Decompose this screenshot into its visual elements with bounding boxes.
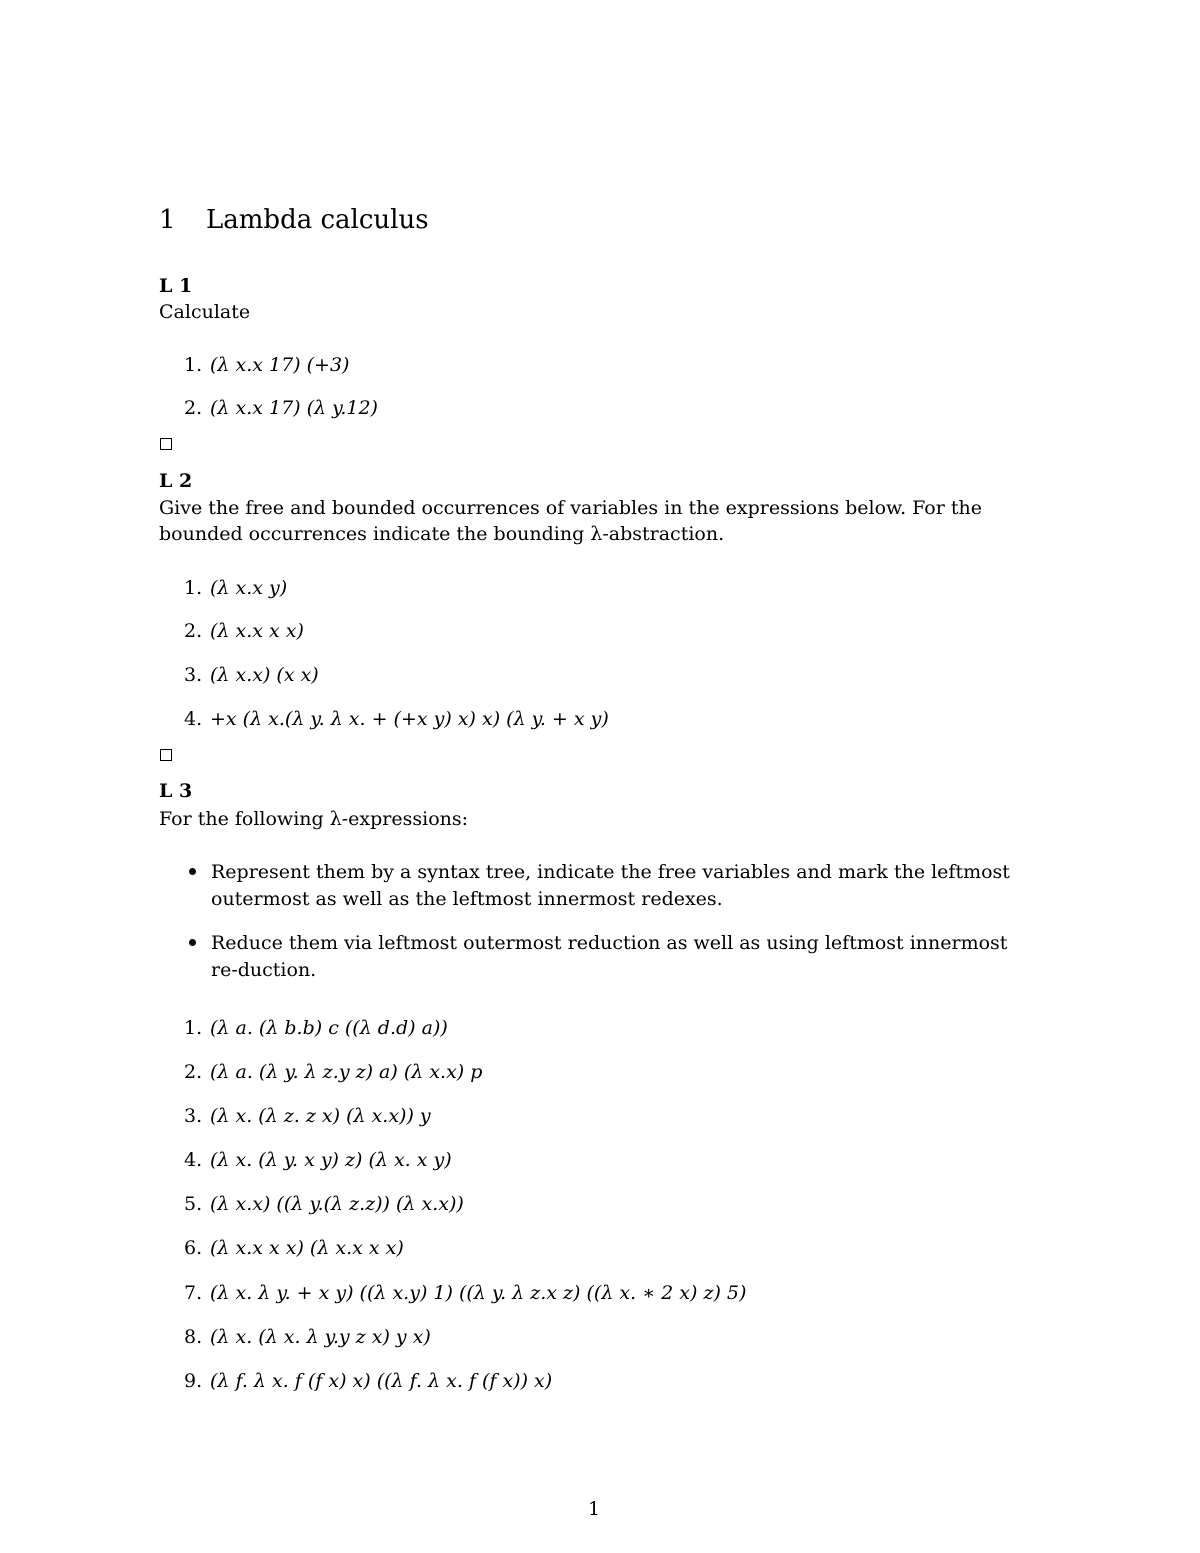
bullet-item (189, 859, 1025, 913)
item-number: 1. (184, 577, 203, 599)
page-number: 1 (588, 1498, 601, 1520)
lambda-expression: (λ x.x) (x x) (210, 664, 319, 686)
list-item (184, 1282, 746, 1304)
bullet-item (189, 930, 1025, 984)
lambda-expression: (λ a. (λ y. λ z.y z) a) (λ x.x) p (210, 1061, 483, 1083)
item-number: 1. (184, 354, 203, 376)
section-title: Lambda calculus (206, 205, 429, 235)
lambda-expression: (λ a. (λ b.b) c ((λ d.d) a)) (210, 1017, 448, 1039)
qed-square-icon (160, 749, 172, 761)
list-item (184, 1237, 404, 1259)
bullet-text: Reduce them via leftmost outermost reduction as well as using leftmost innermost re-duction. (211, 932, 1008, 981)
item-number: 2. (184, 1061, 203, 1083)
lambda-expression: (λ x.x 17) (+3) (210, 354, 350, 376)
list-item (184, 354, 349, 376)
list-item (184, 664, 319, 686)
lambda-expression: +x (λ x.(λ y. λ x. + (+x y) x) x) (λ y. + x y) (210, 708, 609, 730)
problem-label-l3: L 3 (159, 780, 193, 802)
lambda-expression: (λ x.x x x) (210, 620, 304, 642)
list-item (184, 1017, 448, 1039)
lambda-expression: (λ x. λ y. + x y) ((λ x.y) 1) ((λ y. λ z.x z) ((λ x. ∗ 2 x) z) 5) (210, 1282, 747, 1304)
problem-label-l2: L 2 (159, 470, 193, 492)
item-number: 2. (184, 397, 203, 419)
list-item (184, 1105, 431, 1127)
bullet-text: Represent them by a syntax tree, indicate the free variables and mark the leftmost outermost as well as the leftmost innermost redexes. (211, 861, 1010, 910)
lambda-expression: (λ x.x) ((λ y.(λ z.z)) (λ x.x)) (210, 1193, 464, 1215)
item-number: 3. (184, 1105, 203, 1127)
list-item (184, 1326, 431, 1348)
section-heading (159, 205, 429, 235)
list-item (184, 1370, 552, 1392)
item-number: 4. (184, 1149, 203, 1171)
list-item (184, 1193, 464, 1215)
lambda-expression: (λ x.x 17) (λ y.12) (210, 397, 378, 419)
item-number: 1. (184, 1017, 203, 1039)
problem-intro-l3: For the following λ-expressions: (159, 808, 469, 830)
bullet-icon (189, 939, 196, 946)
item-number: 4. (184, 708, 203, 730)
list-item (184, 397, 378, 419)
list-item (184, 577, 287, 599)
item-number: 5. (184, 1193, 203, 1215)
bullet-icon (189, 868, 196, 875)
lambda-expression: (λ f. λ x. f (f x) x) ((λ f. λ x. f (f x)) x) (210, 1370, 553, 1392)
problem-label-l1: L 1 (159, 275, 193, 297)
item-number: 3. (184, 664, 203, 686)
lambda-expression: (λ x. (λ z. z x) (λ x.x)) y (210, 1105, 431, 1127)
item-number: 2. (184, 620, 203, 642)
item-number: 8. (184, 1326, 203, 1348)
section-number: 1 (159, 205, 176, 235)
list-item (184, 620, 304, 642)
lambda-expression: (λ x. (λ y. x y) z) (λ x. x y) (210, 1149, 452, 1171)
lambda-expression: (λ x.x y) (210, 577, 288, 599)
lambda-expression: (λ x.x x x) (λ x.x x x) (210, 1237, 404, 1259)
problem-intro-l1: Calculate (159, 301, 251, 323)
item-number: 9. (184, 1370, 203, 1392)
list-item (184, 1061, 482, 1083)
item-number: 7. (184, 1282, 203, 1304)
lambda-expression: (λ x. (λ x. λ y.y z x) y x) (210, 1326, 431, 1348)
problem-intro-l2: Give the free and bounded occurrences of variables in the expressions below. For the bounded occurrences indicate the bounding λ-abstraction. (159, 497, 982, 545)
qed-square-icon (160, 438, 172, 450)
item-number: 6. (184, 1237, 203, 1259)
list-item (184, 1149, 452, 1171)
list-item (184, 708, 609, 730)
